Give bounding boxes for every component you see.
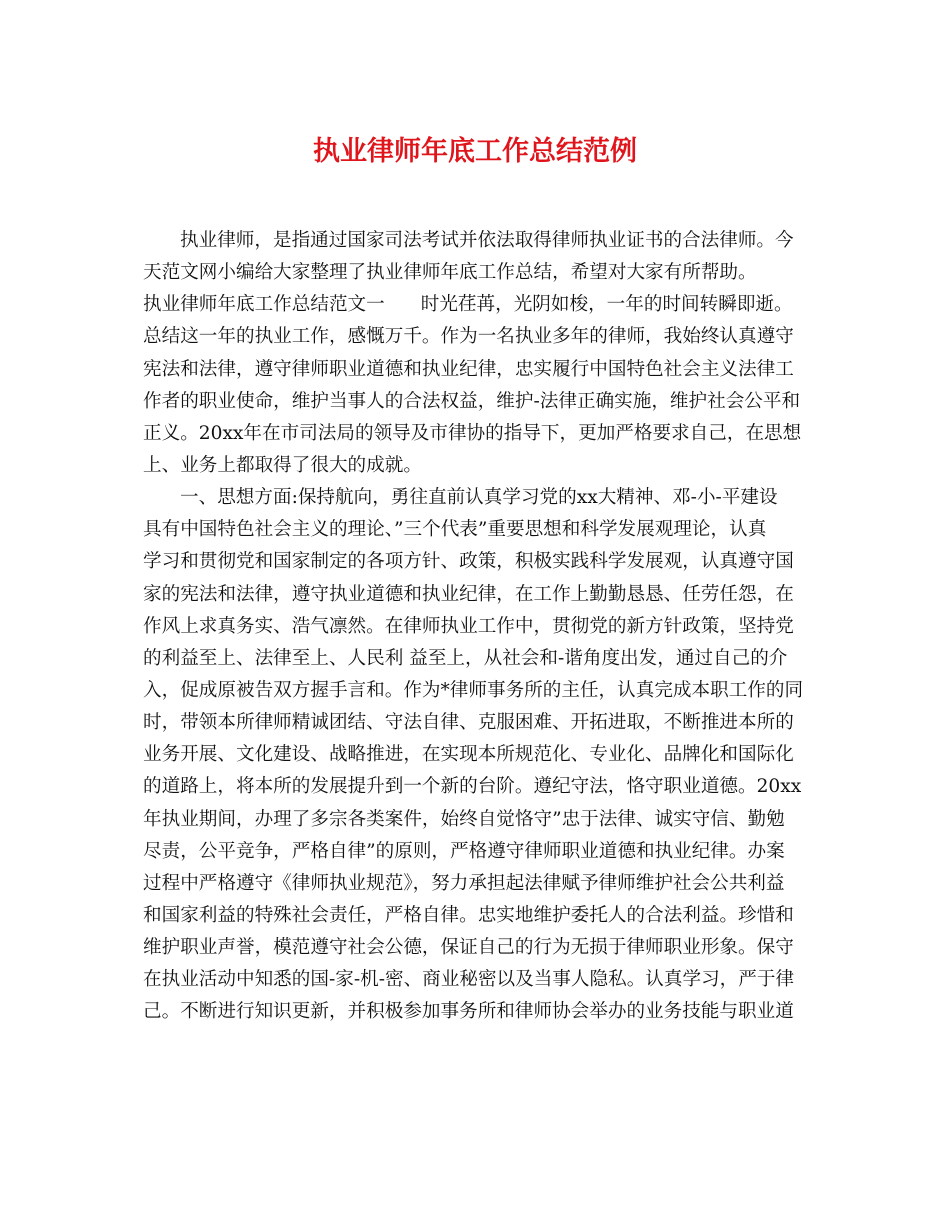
text-line: 上、业务上都取得了很大的成就。 [143,454,422,476]
text-line: 总结这一年的执业工作，感慨万千。作为一名执业多年的律师，我始终认真遵守 [143,326,794,348]
text-line: 尽责，公平竞争，严格自律”的原则，严格遵守律师职业道德和执业纪律。办案 [143,840,785,862]
text-line: 家的宪法和法律，遵守执业道德和执业纪律，在工作上勤勤恳恳、任劳任怨，在 [143,583,794,605]
text-line [143,289,811,321]
document-title: 执业律师年底工作总结范例 [313,136,637,167]
section-heading: 执业律师年底工作总结范文一 [143,294,385,316]
text-line: 具有中国特色社会主义的理论、”三个代表”重要思想和科学发展观理论，认真 [143,519,767,541]
text-line: 和国家利益的特殊社会责任，严格自律。忠实地维护委托人的合法利益。珍惜和 [143,904,794,926]
text-line: 的道路上，将本所的发展提升到一个新的台阶。遵纪守法，恪守职业道德。20xx [143,776,802,798]
text-line: 业务开展、文化建设、战略推进，在实现本所规范化、专业化、品牌化和国际化 [143,744,794,766]
text-line: 时，带领本所律师精诚团结、守法自律、克服困难、开拓进取，不断推进本所的 [143,712,794,734]
text-line: 学习和贯彻党和国家制定的各项方针、政策，积极实践科学发展观，认真遵守国 [143,551,794,573]
text-line: 一、思想方面:保持航向，勇往直前认真学习党的xx大精神、邓-小-平建设 [180,487,778,509]
text-line [143,1029,811,1061]
text-line: 天范文网小编给大家整理了执业律师年底工作总结，希望对大家有所帮助。 [143,262,757,284]
text-line: 的利益至上、法律至上、人民利 益至上，从社会和-谐角度出发，通过自己的介 [143,647,788,669]
text-line: 宪法和法律，遵守律师职业道德和执业纪律，忠实履行中国特色社会主义法律工 [143,358,794,380]
text-line: 入，促成原被告双方握手言和。作为*律师事务所的主任，认真完成本职工作的同 [143,679,804,701]
text-line: 过程中严格遵守《律师执业规范》，努力承担起法律赋予律师维护社会公共利益 [143,872,785,894]
text-line: 执业律师，是指通过国家司法考试并依法取得律师执业证书的合法律师。今 [180,230,794,251]
text-line: 维护职业声誉，模范遵守社会公德，保证自己的行为无损于律师职业形象。保守 [143,937,794,959]
text-fragment: 时光荏苒，光阴如梭，一年的时间转瞬即逝。 [420,294,793,316]
text-line: 己。不断进行知识更新，并积极参加事务所和律师协会举办的业务技能与职业道 [143,1001,794,1023]
text-line: 作者的职业使命，维护当事人的合法权益，维护-法律正确实施，维护社会公平和 [143,390,801,412]
text-line: 作风上求真务实、浩气凛然。在律师执业工作中，贯彻党的新方针政策，坚持党 [143,615,794,637]
text-line: 年执业期间，办理了多宗各类案件，始终自觉恪守”忠于法律、诚实守信、勤勉 [143,808,785,830]
document-body [143,225,811,1061]
text-line: 正义。20xx年在市司法局的领导及市律协的指导下，更加严格要求自己，在思想 [143,422,802,444]
text-line: 在执业活动中知悉的国-家-机-密、商业秘密以及当事人隐私。认真学习，严于律 [143,969,795,991]
